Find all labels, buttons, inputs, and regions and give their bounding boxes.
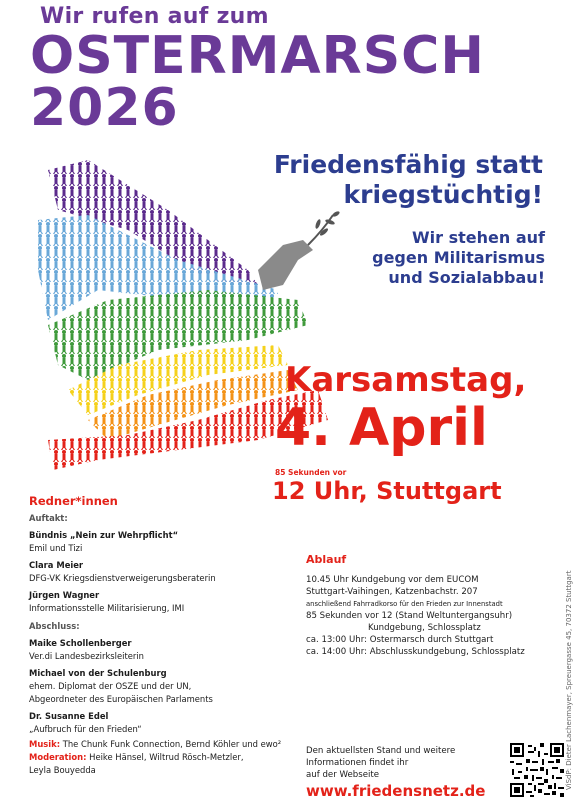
schedule-section: [306, 552, 586, 658]
schedule-heading: Ablauf: [306, 553, 347, 566]
slogan-line-2: kriegstüchtig!: [343, 180, 543, 209]
event-time: 12 Uhr, Stuttgart: [272, 477, 502, 505]
header-year: 2026: [30, 78, 179, 138]
qr-code-icon[interactable]: [510, 743, 564, 797]
auftakt-label: Auftakt:: [29, 513, 68, 523]
speaker-desc: Informationsstelle Militarisierung, IMI: [29, 603, 185, 613]
speaker-desc: ehem. Diplomat der OSZE und der UN,: [29, 681, 192, 691]
speaker-desc: Abgeordneter des Europäischen Parlaments: [29, 694, 213, 704]
event-date: 4. April: [275, 398, 488, 458]
schedule-line: ca. 14:00 Uhr: Abschlusskundgebung, Schlossplatz: [306, 647, 525, 657]
speaker-name: Dr. Susanne Edel: [29, 711, 109, 721]
abschluss-label: Abschluss:: [29, 621, 80, 631]
speaker-name: Maike Schollenberger: [29, 638, 132, 648]
music-text: The Chunk Funk Connection, Bernd Köhler und ewo²: [62, 739, 282, 749]
slogan-main: [183, 150, 543, 210]
schedule-line: Stuttgart-Vaihingen, Katzenbachstr. 207: [306, 587, 478, 597]
info-line: auf der Webseite: [306, 770, 380, 780]
moderation-text: Heike Hänsel, Wiltrud Rösch-Metzler,: [89, 752, 244, 762]
speaker-name: Jürgen Wagner: [29, 590, 100, 600]
header-title: OSTERMARSCH: [30, 26, 485, 86]
schedule-line: 10.45 Uhr Kundgebung vor dem EUCOM: [306, 575, 479, 585]
schedule-line: Kundgebung, Schlossplatz: [368, 623, 481, 633]
info-text: [306, 745, 455, 781]
music-line: [29, 738, 309, 751]
slogan-sub-2: gegen Militarismus: [372, 248, 545, 267]
speaker-name: Bündnis „Nein zur Wehrpflicht“: [29, 530, 179, 540]
info-line: Den aktuellsten Stand und weitere: [306, 746, 456, 756]
header-kicker: Wir rufen auf zum: [40, 4, 269, 29]
slogan-sub-3: und Sozialabbau!: [388, 268, 545, 287]
website-link[interactable]: www.friedensnetz.de: [306, 782, 486, 800]
speaker-desc: „Aufbruch für den Frieden“: [29, 724, 142, 734]
speaker-name: Michael von der Schulenburg: [29, 668, 167, 678]
event-day: Karsamstag,: [285, 360, 527, 400]
slogan-line-1: Friedensfähig statt: [273, 150, 543, 179]
speaker-desc: Ver.di Landesbezirksleiterin: [29, 651, 144, 661]
moderation-label: Moderation:: [29, 752, 87, 762]
slogan-sub: [285, 228, 545, 288]
slogan-sub-1: Wir stehen auf: [412, 228, 545, 247]
schedule-line: ca. 13:00 Uhr: Ostermarsch durch Stuttgart: [306, 635, 494, 645]
moderation-text-2: Leyla Bouyedda: [29, 765, 96, 775]
schedule-line: 85 Sekunden vor 12 (Stand Weltuntergangsuhr): [306, 611, 513, 621]
speakers-section: [29, 492, 309, 777]
visdp-imprint: ViSdP: Dieter Lachenmayer, Spreuergasse 45, 70372 Stuttgart: [565, 570, 573, 790]
event-countdown: 85 Sekunden vor: [275, 468, 347, 477]
schedule-line: anschließend Fahrradkorso für den Frieden zur Innenstadt: [306, 600, 503, 608]
speaker-desc: DFG-VK Kriegsdienstverweigerungsberaterin: [29, 573, 216, 583]
moderation-line: [29, 751, 309, 764]
music-label: Musik:: [29, 739, 61, 749]
speaker-desc: Emil und Tizi: [29, 543, 83, 553]
info-line: Informationen findet ihr: [306, 758, 409, 768]
speaker-name: Clara Meier: [29, 560, 84, 570]
speakers-heading: Redner*innen: [29, 494, 118, 508]
